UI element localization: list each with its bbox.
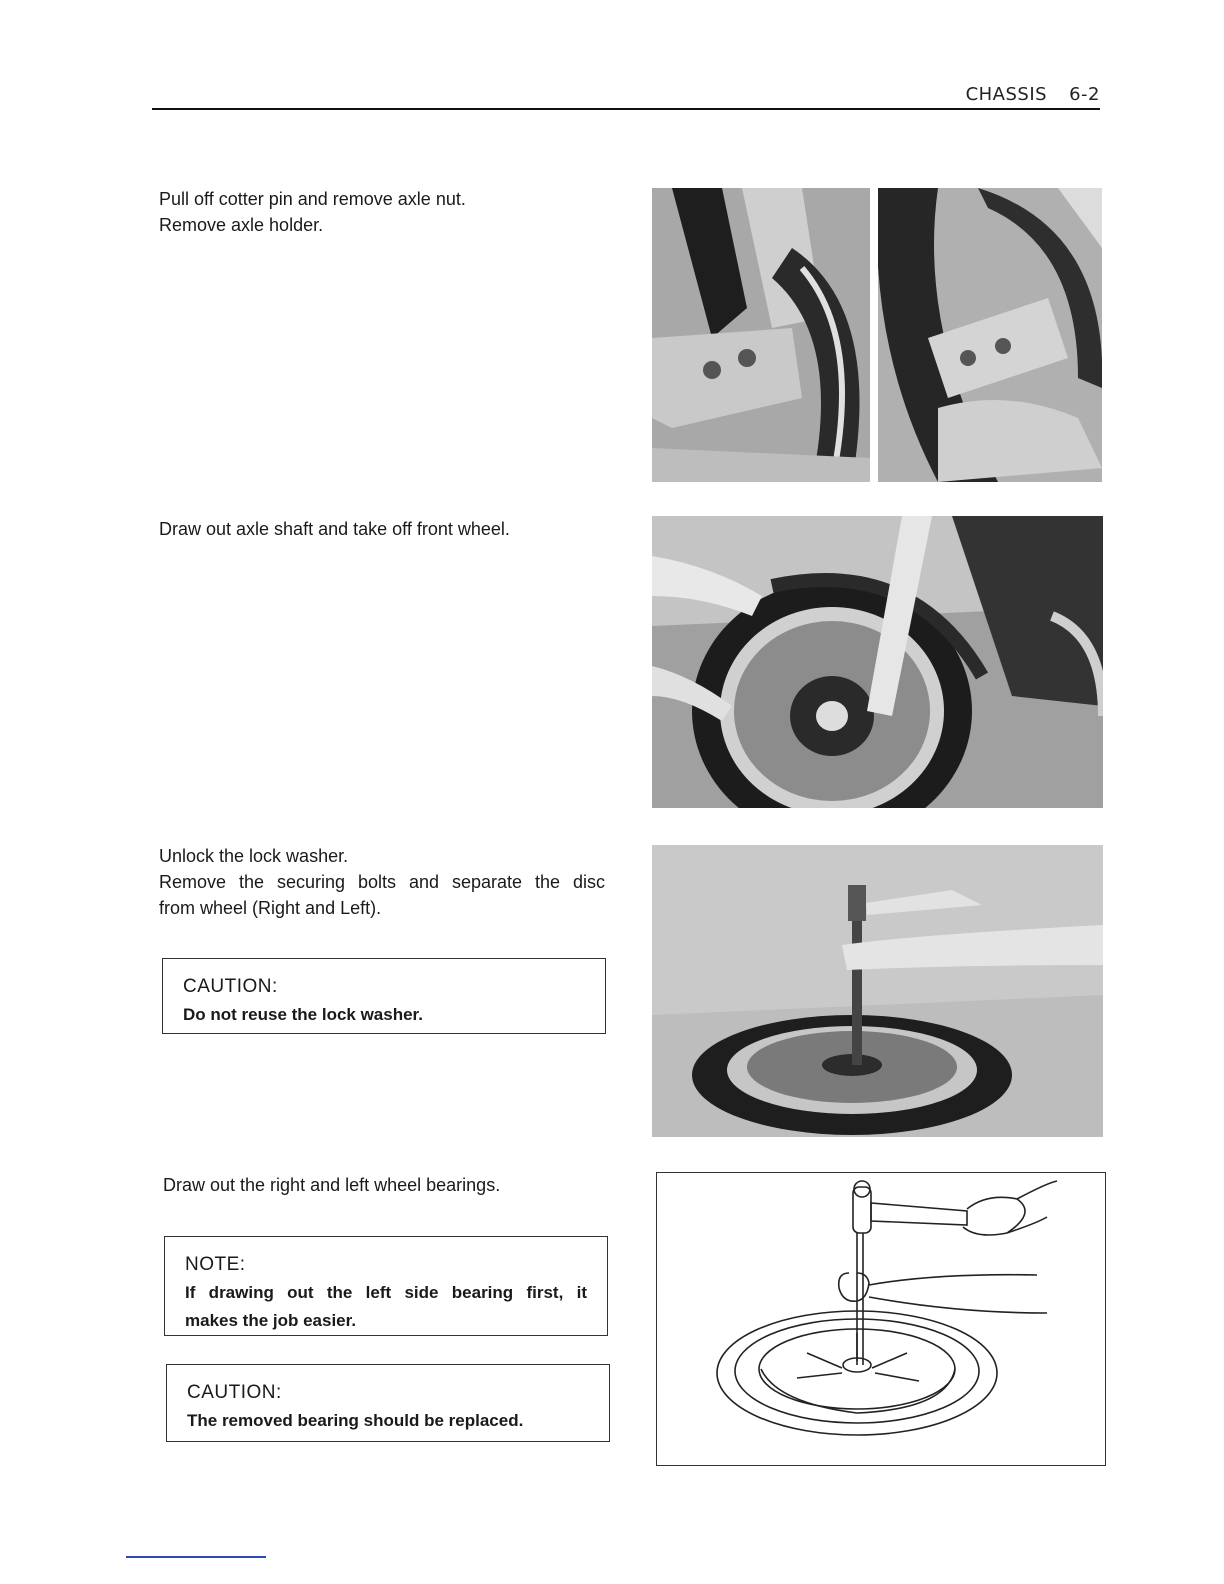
step-3-line-2: Remove the securing bolts and separate the disc [159, 872, 605, 892]
running-header [900, 84, 1100, 105]
caution-label: CAUTION: [183, 976, 278, 997]
note-line-2: makes the job easier. [185, 1311, 357, 1330]
header-rule [152, 108, 1100, 110]
step-1-text [159, 186, 609, 238]
note-label: NOTE: [185, 1254, 246, 1275]
step-3-text [159, 843, 605, 921]
step-1-line-1: Pull off cotter pin and remove axle nut. [159, 189, 466, 209]
note-box-bearing-order [164, 1236, 608, 1336]
caution-text: The removed bearing should be replaced. [187, 1411, 524, 1430]
step-2-text [159, 516, 609, 542]
step-4-line-1: Draw out the right and left wheel bearings. [163, 1175, 501, 1195]
caution-label: CAUTION: [187, 1382, 282, 1403]
section-title: CHASSIS [965, 84, 1048, 105]
photo-axle-holder-removal [878, 188, 1102, 482]
photo-disc-separation [652, 845, 1103, 1137]
photo-axle-nut-removal [652, 188, 870, 482]
step-2-line-1: Draw out axle shaft and take off front wheel. [159, 519, 510, 539]
page-number: 6-2 [1069, 84, 1100, 105]
step-3-line-1: Unlock the lock washer. [159, 846, 349, 866]
photo-front-wheel-removal [652, 516, 1103, 808]
illustration-bearing-removal [656, 1172, 1106, 1466]
step-3-line-3: from wheel (Right and Left). [159, 898, 382, 918]
note-line-1: If drawing out the left side bearing first, it [185, 1283, 587, 1302]
footer-line [126, 1556, 266, 1558]
step-1-line-2: Remove axle holder. [159, 215, 324, 235]
caution-text: Do not reuse the lock washer. [183, 1005, 423, 1024]
caution-box-lock-washer [162, 958, 606, 1034]
caution-box-bearing [166, 1364, 610, 1442]
step-4-text [163, 1172, 613, 1198]
